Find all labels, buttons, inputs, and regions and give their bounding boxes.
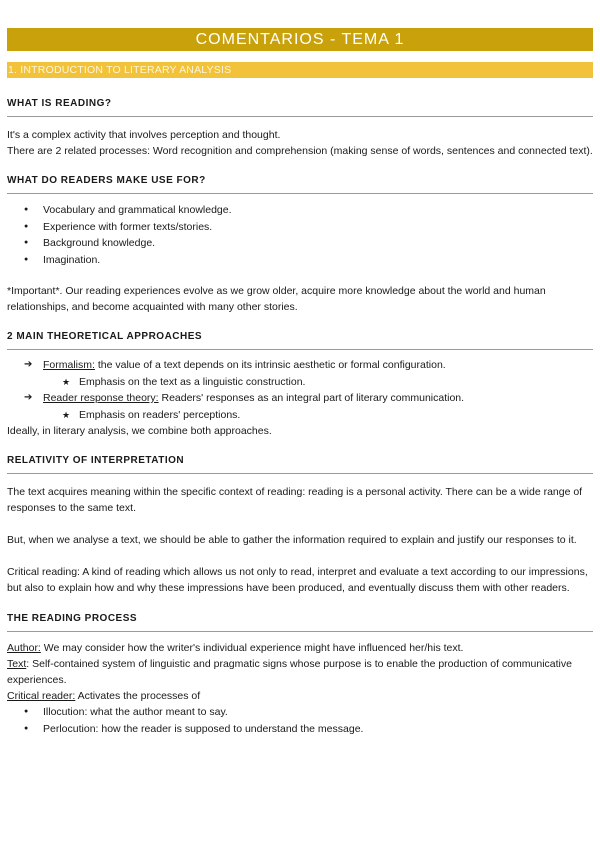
heading-what-is-reading: WHAT IS READING? bbox=[7, 98, 593, 117]
star-icon: ★ bbox=[62, 409, 71, 420]
reader-process-list bbox=[7, 704, 593, 737]
section-header: 1. INTRODUCTION TO LITERARY ANALYSIS bbox=[7, 62, 593, 78]
approach-text: the value of a text depends on its intrinsic aesthetic or formal configuration. bbox=[94, 359, 446, 371]
reader-paragraph: Critical reader: Activates the processes of bbox=[7, 690, 201, 702]
paragraph: Critical reading: A kind of reading which allows us not only to read, interpret and evaluate a text according to our impressions, but also to explain how and why these impressions have been produced, and eventually discuss them with other readers. bbox=[7, 566, 588, 594]
list-item: ● Imagination. bbox=[7, 252, 593, 269]
list-item: ● Experience with former texts/stories. bbox=[7, 219, 593, 236]
paragraph: Ideally, in literary analysis, we combine both approaches. bbox=[7, 425, 272, 437]
author-paragraph: Author: We may consider how the writer's individual experience might have influenced her/his text. bbox=[7, 642, 464, 654]
readers-use-list bbox=[7, 202, 593, 268]
heading-reading-process: THE READING PROCESS bbox=[7, 613, 593, 632]
approaches-list bbox=[7, 357, 593, 423]
approach-formalism bbox=[7, 357, 593, 390]
document-title: COMENTARIOS - TEMA 1 bbox=[7, 28, 593, 51]
approach-term: Formalism: bbox=[43, 359, 95, 371]
paragraph: But, when we analyse a text, we should be able to gather the information required to explain and justify our responses to it. bbox=[7, 534, 577, 546]
list-item: ● Illocution: what the author meant to say. bbox=[7, 704, 593, 721]
paragraph: It's a complex activity that involves perception and thought. bbox=[7, 129, 281, 141]
approach-text: Readers' responses as an integral part of literary communication. bbox=[158, 392, 465, 404]
sub-item: ★ Emphasis on the text as a linguistic construction. bbox=[43, 374, 593, 391]
arrow-icon: ➔ bbox=[24, 392, 33, 403]
heading-readers-use: WHAT DO READERS MAKE USE FOR? bbox=[7, 175, 593, 194]
list-item: ● Background knowledge. bbox=[7, 235, 593, 252]
sub-item: ★ Emphasis on readers' perceptions. bbox=[43, 407, 593, 424]
arrow-icon: ➔ bbox=[24, 359, 33, 370]
list-item: ● Perlocution: how the reader is supposed to understand the message. bbox=[7, 721, 593, 738]
paragraph: The text acquires meaning within the specific context of reading: reading is a personal activity. There can be a wide range of responses to the same text. bbox=[7, 486, 583, 514]
important-note: *Important*. Our reading experiences evolve as we grow older, acquire more knowledge about the world and human relationships, and become acquainted with many other stories. bbox=[7, 285, 546, 313]
heading-approaches: 2 MAIN THEORETICAL APPROACHES bbox=[7, 331, 593, 350]
star-icon: ★ bbox=[62, 376, 71, 387]
text-paragraph: Text: Self-contained system of linguistic and pragmatic signs whose purpose is to enable the production of communicative experiences. bbox=[7, 658, 572, 686]
approach-reader-response bbox=[7, 390, 593, 423]
list-item: ● Vocabulary and grammatical knowledge. bbox=[7, 202, 593, 219]
approach-term: Reader response theory: bbox=[43, 392, 159, 404]
paragraph: There are 2 related processes: Word recognition and comprehension (making sense of words, sentences and connected text). bbox=[7, 145, 593, 157]
heading-relativity: RELATIVITY OF INTERPRETATION bbox=[7, 455, 593, 474]
document-page bbox=[7, 28, 593, 737]
